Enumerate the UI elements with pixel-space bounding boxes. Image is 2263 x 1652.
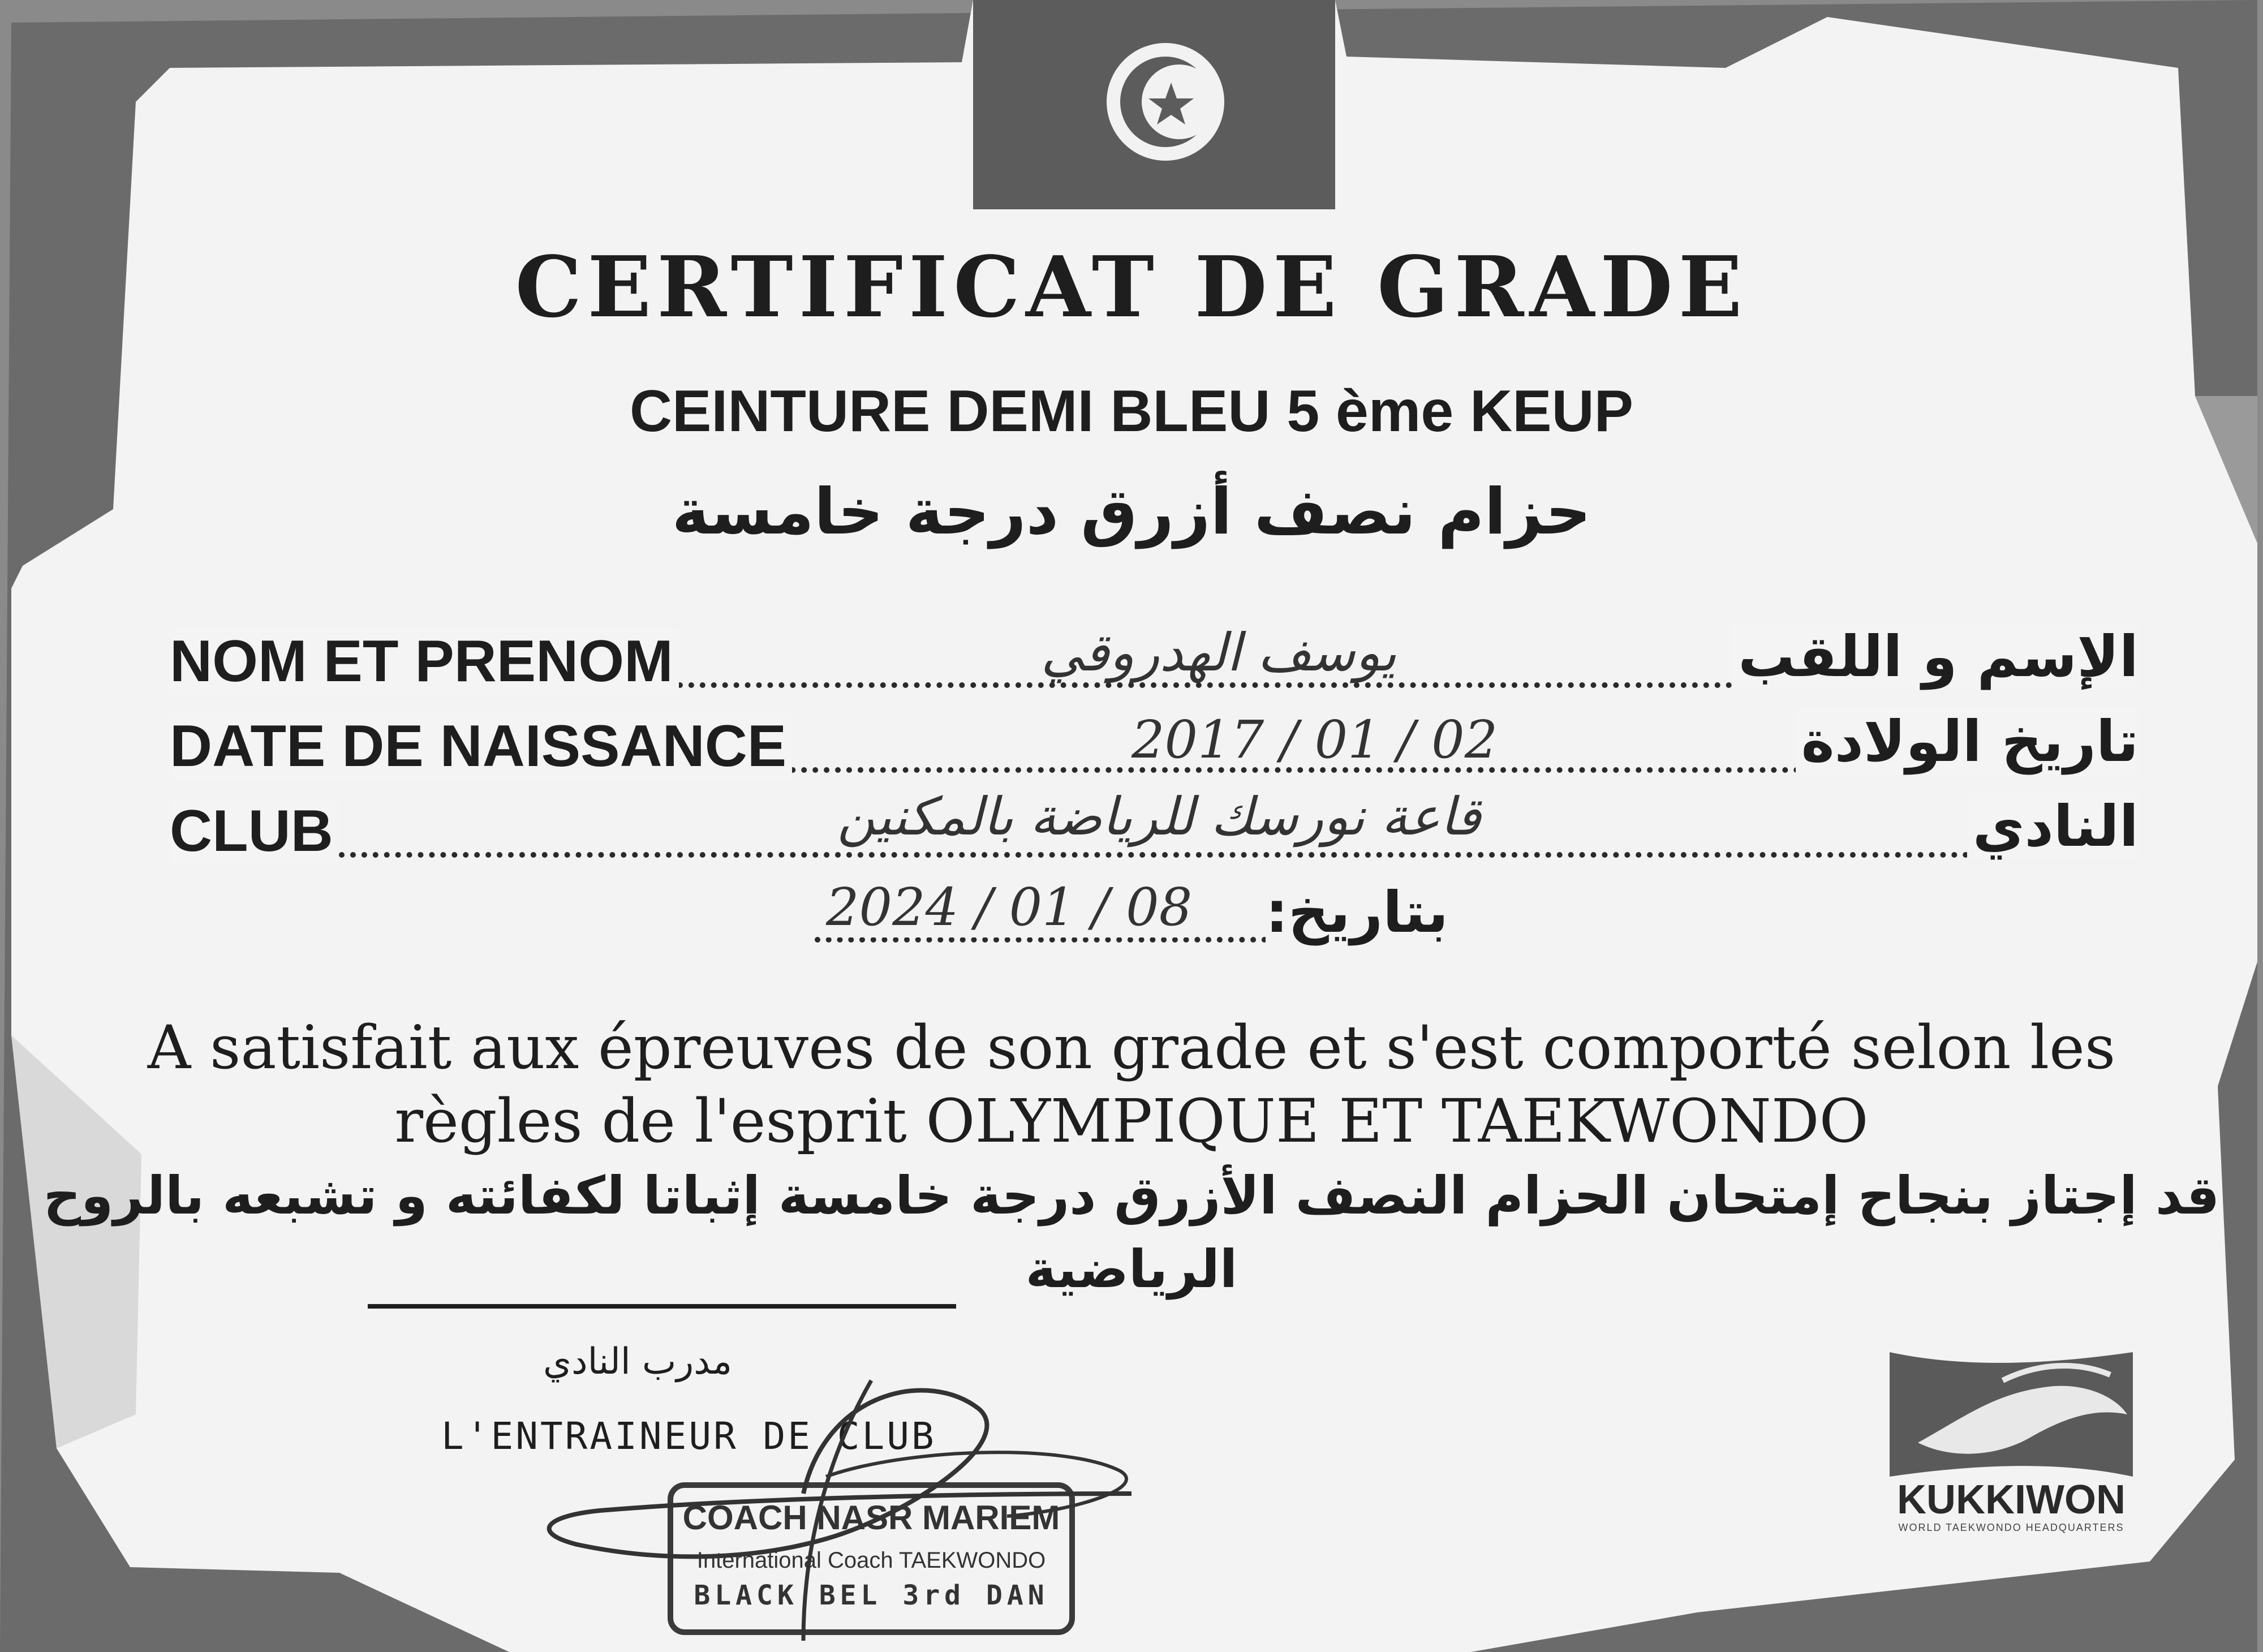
field-row-date [815,877,1448,956]
signature-line [368,1304,956,1309]
tunisia-flag-emblem [973,0,1335,209]
coach-title-fr: L'ENTRAINEUR DE CLUB [441,1414,936,1458]
field-row-birthdate [170,708,2139,786]
statement-fr-line1: A satisfait aux épreuves de son grade et s'est comporté selon les [147,1013,2116,1082]
certificate-title: CERTIFICAT DE GRADE [515,238,1748,336]
date-value: 2024 / 01 / 08 [826,877,1193,937]
date-label-ar: بتاريخ: [1265,879,1448,945]
kukkiwon-logo-icon [1884,1346,2139,1482]
stamp-rank: BLACK BEL 3rd DAN [694,1580,1049,1611]
birthdate-label-ar: تاريخ الولادة [1796,708,2139,775]
statement-ar-line2: الرياضية [1025,1239,1238,1300]
club-label-fr: CLUB [170,798,339,865]
name-value: يوسف الهدروقي [1041,622,1397,683]
club-label-ar: النادي [1967,793,2139,859]
stamp-name: COACH NASR MARIEM [682,1499,1060,1537]
grade-title-fr: CEINTURE DEMI BLEU 5 ème KEUP [629,378,1634,444]
field-row-name [170,622,2139,702]
field-row-club [170,786,2139,871]
name-label-fr: NOM ET PRENOM [170,628,679,695]
birthdate-value: 2017 / 01 / 02 [1132,709,1498,770]
handwritten-signature [509,1346,1188,1652]
name-label-ar: الإسم و اللقب [1732,623,2139,690]
birthdate-label-fr: DATE DE NAISSANCE [170,713,792,780]
statement-fr-line2: règles de l'esprit OLYMPIQUE ET TAEKWONDO [394,1086,1869,1156]
dotted-line [170,852,2139,858]
kukkiwon-name: KUKKIWON [1897,1477,2126,1522]
stamp-role: International Coach TAEKWONDO [696,1548,1046,1573]
grade-title-ar: حزام نصف أزرق درجة خامسة [672,475,1591,549]
dotted-line [815,937,1279,943]
kukkiwon-subtitle: WORLD TAEKWONDO HEADQUARTERS [1898,1522,2124,1533]
club-value: قاعة نورسك للرياضة بالمكنين [837,786,1481,847]
statement-ar-line1: قد إجتاز بنجاح إمتحان الحزام النصف الأزرق درجة خامسة إثباتا لكفائته و تشبعه بالروح [43,1165,2220,1226]
coach-title-ar: مدرب النادي [543,1341,733,1383]
